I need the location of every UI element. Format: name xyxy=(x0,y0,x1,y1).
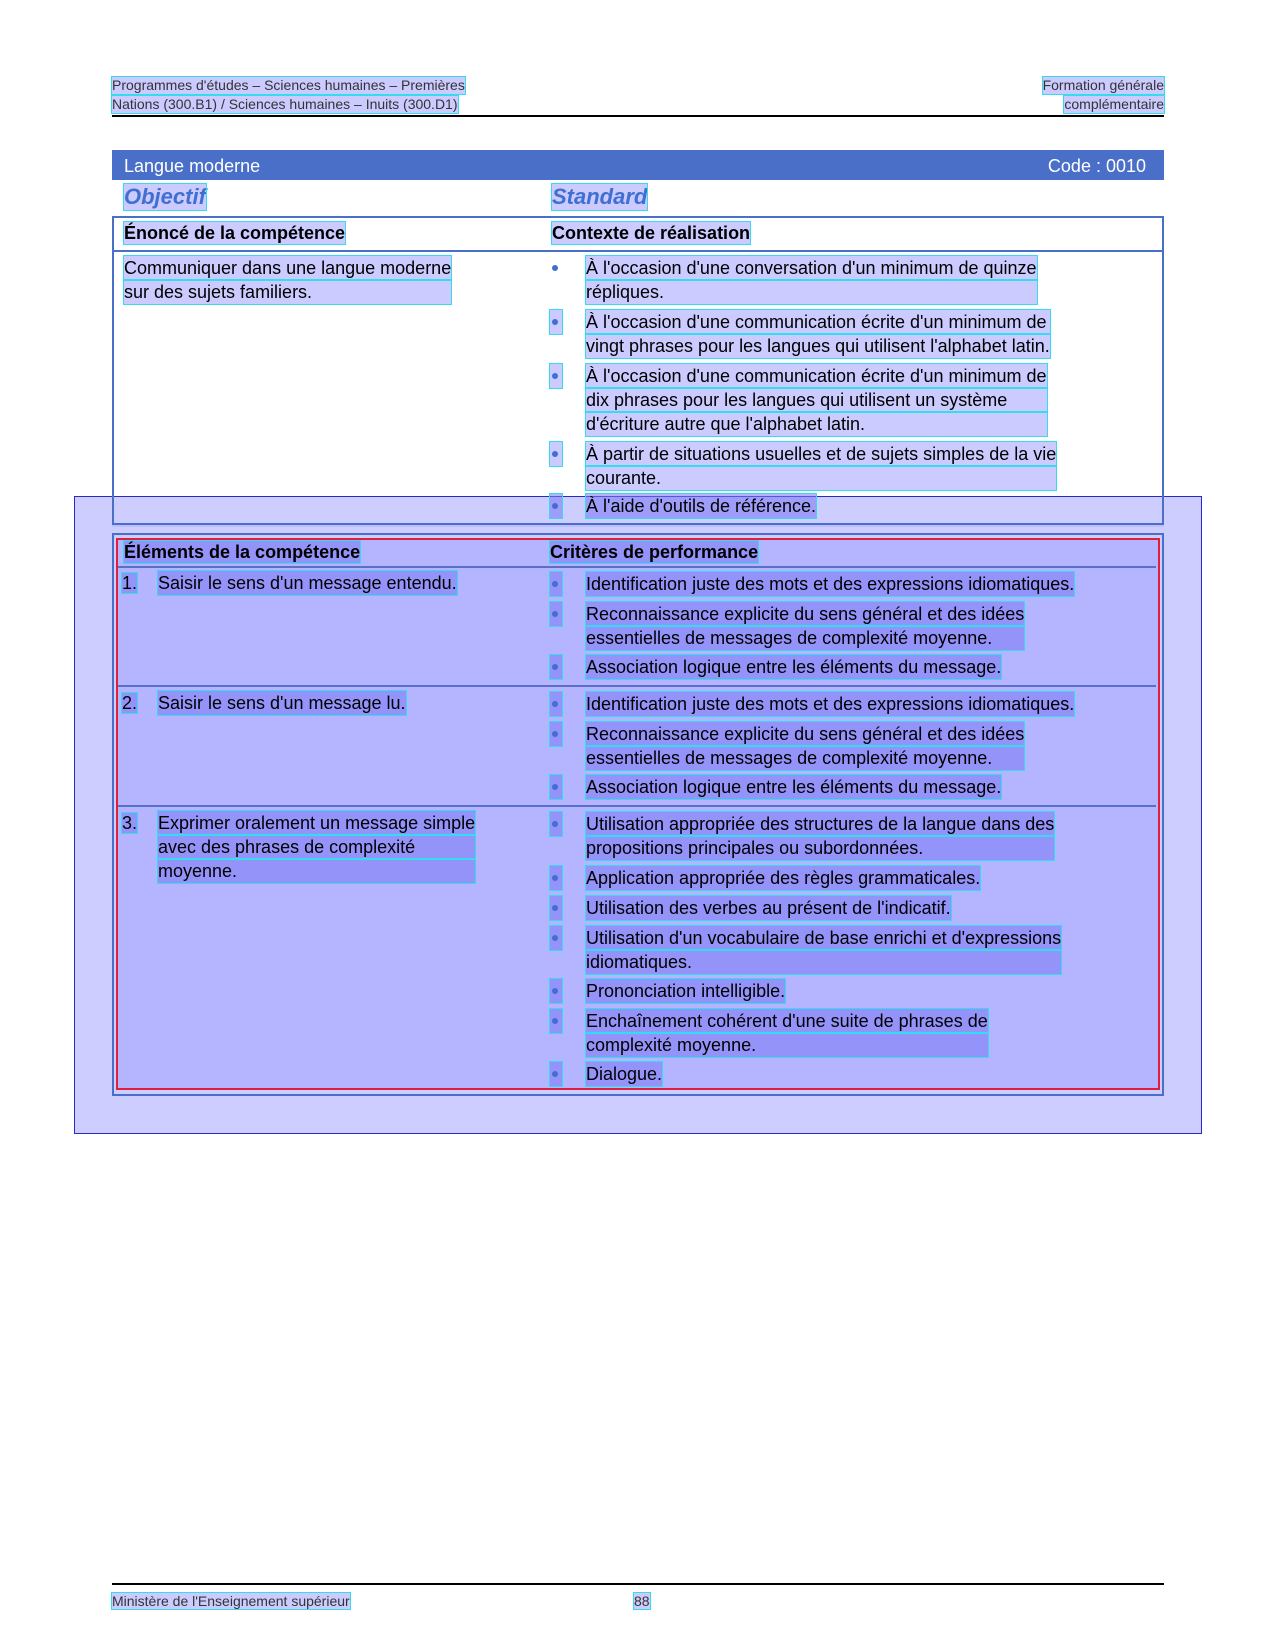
bullet-icon xyxy=(550,896,562,920)
col-header-elements: Éléments de la compétence xyxy=(124,542,361,562)
col-header-enonce: Énoncé de la compétence xyxy=(124,223,346,243)
row-divider xyxy=(118,566,1156,568)
bullet-icon xyxy=(550,310,562,334)
row-divider xyxy=(118,685,1156,687)
bullet-icon xyxy=(550,692,562,716)
competence-table-header xyxy=(114,218,1162,252)
bullet-icon xyxy=(550,602,562,626)
bullet-icon xyxy=(550,979,562,1003)
banner-code: Code : 0010 xyxy=(1047,156,1146,176)
bullet-icon xyxy=(550,926,562,950)
page-footer xyxy=(112,1583,1164,1609)
bullet-icon xyxy=(550,572,562,596)
row-divider xyxy=(118,805,1156,807)
element-row-3 xyxy=(122,811,476,881)
page-number: 88 xyxy=(634,1593,650,1609)
element-text: Saisir le sens d'un message entendu. xyxy=(158,573,457,593)
bullet-icon xyxy=(550,364,562,388)
bullet-icon xyxy=(550,256,562,280)
bullet-icon xyxy=(550,722,562,746)
bullet-icon xyxy=(550,655,562,679)
col-header-criteres: Critères de performance xyxy=(550,542,759,562)
section-headings xyxy=(112,184,1164,214)
element-text: Exprimer oralement un message simple avec des phrases de complexité moyenne. xyxy=(158,813,476,881)
bullet-icon xyxy=(550,775,562,799)
enonce-text: Communiquer dans une langue moderne sur des sujets familiers. xyxy=(124,258,452,302)
heading-objectif: Objectif xyxy=(124,184,206,209)
element-text: Saisir le sens d'un message lu. xyxy=(158,693,406,713)
bullet-icon xyxy=(550,1009,562,1033)
bullet-icon xyxy=(550,494,562,518)
heading-standard: Standard xyxy=(552,184,648,209)
element-row-2 xyxy=(122,691,406,715)
col-header-contexte: Contexte de réalisation xyxy=(552,223,751,243)
header-formation-label-2: complémentaire xyxy=(1064,96,1164,112)
bullet-icon xyxy=(550,1062,562,1086)
bullet-icon xyxy=(550,442,562,466)
page-header xyxy=(112,77,1164,117)
element-row-1 xyxy=(122,571,457,595)
bullet-icon xyxy=(550,812,562,836)
bullet-icon xyxy=(550,866,562,890)
header-program-codes: Nations (300.B1) / Sciences humaines – Inuits (300.D1) xyxy=(112,96,458,112)
course-banner xyxy=(112,150,1164,180)
element-number: 1. xyxy=(122,573,138,593)
footer-ministry: Ministère de l'Enseignement supérieur xyxy=(112,1593,350,1609)
banner-subject: Langue moderne xyxy=(124,156,261,176)
element-number: 3. xyxy=(122,813,138,833)
header-formation-label: Formation générale xyxy=(1042,77,1164,93)
element-number: 2. xyxy=(122,693,138,713)
competence-table: Énoncé de la compétence Contexte de réalisation Communiquer dans une langue moderne sur des sujets familiers. À l'occasion d'une conversation d'un minimum de quinze répliques. À l'occasion d'une communication écrite d'un minimum de vingt phrases pour les langues qui utilisent l'alphabet latin. À l'occasion d'une communication écrite d'un minimum de dix phrases pour les langues qui utilisent un système d'écriture autre que l'alphabet latin. À partir de situations usuelles et de sujets simples de la vie courante. xyxy=(112,216,1164,527)
header-program-title: Programmes d'études – Sciences humaines – Premières xyxy=(112,77,465,93)
